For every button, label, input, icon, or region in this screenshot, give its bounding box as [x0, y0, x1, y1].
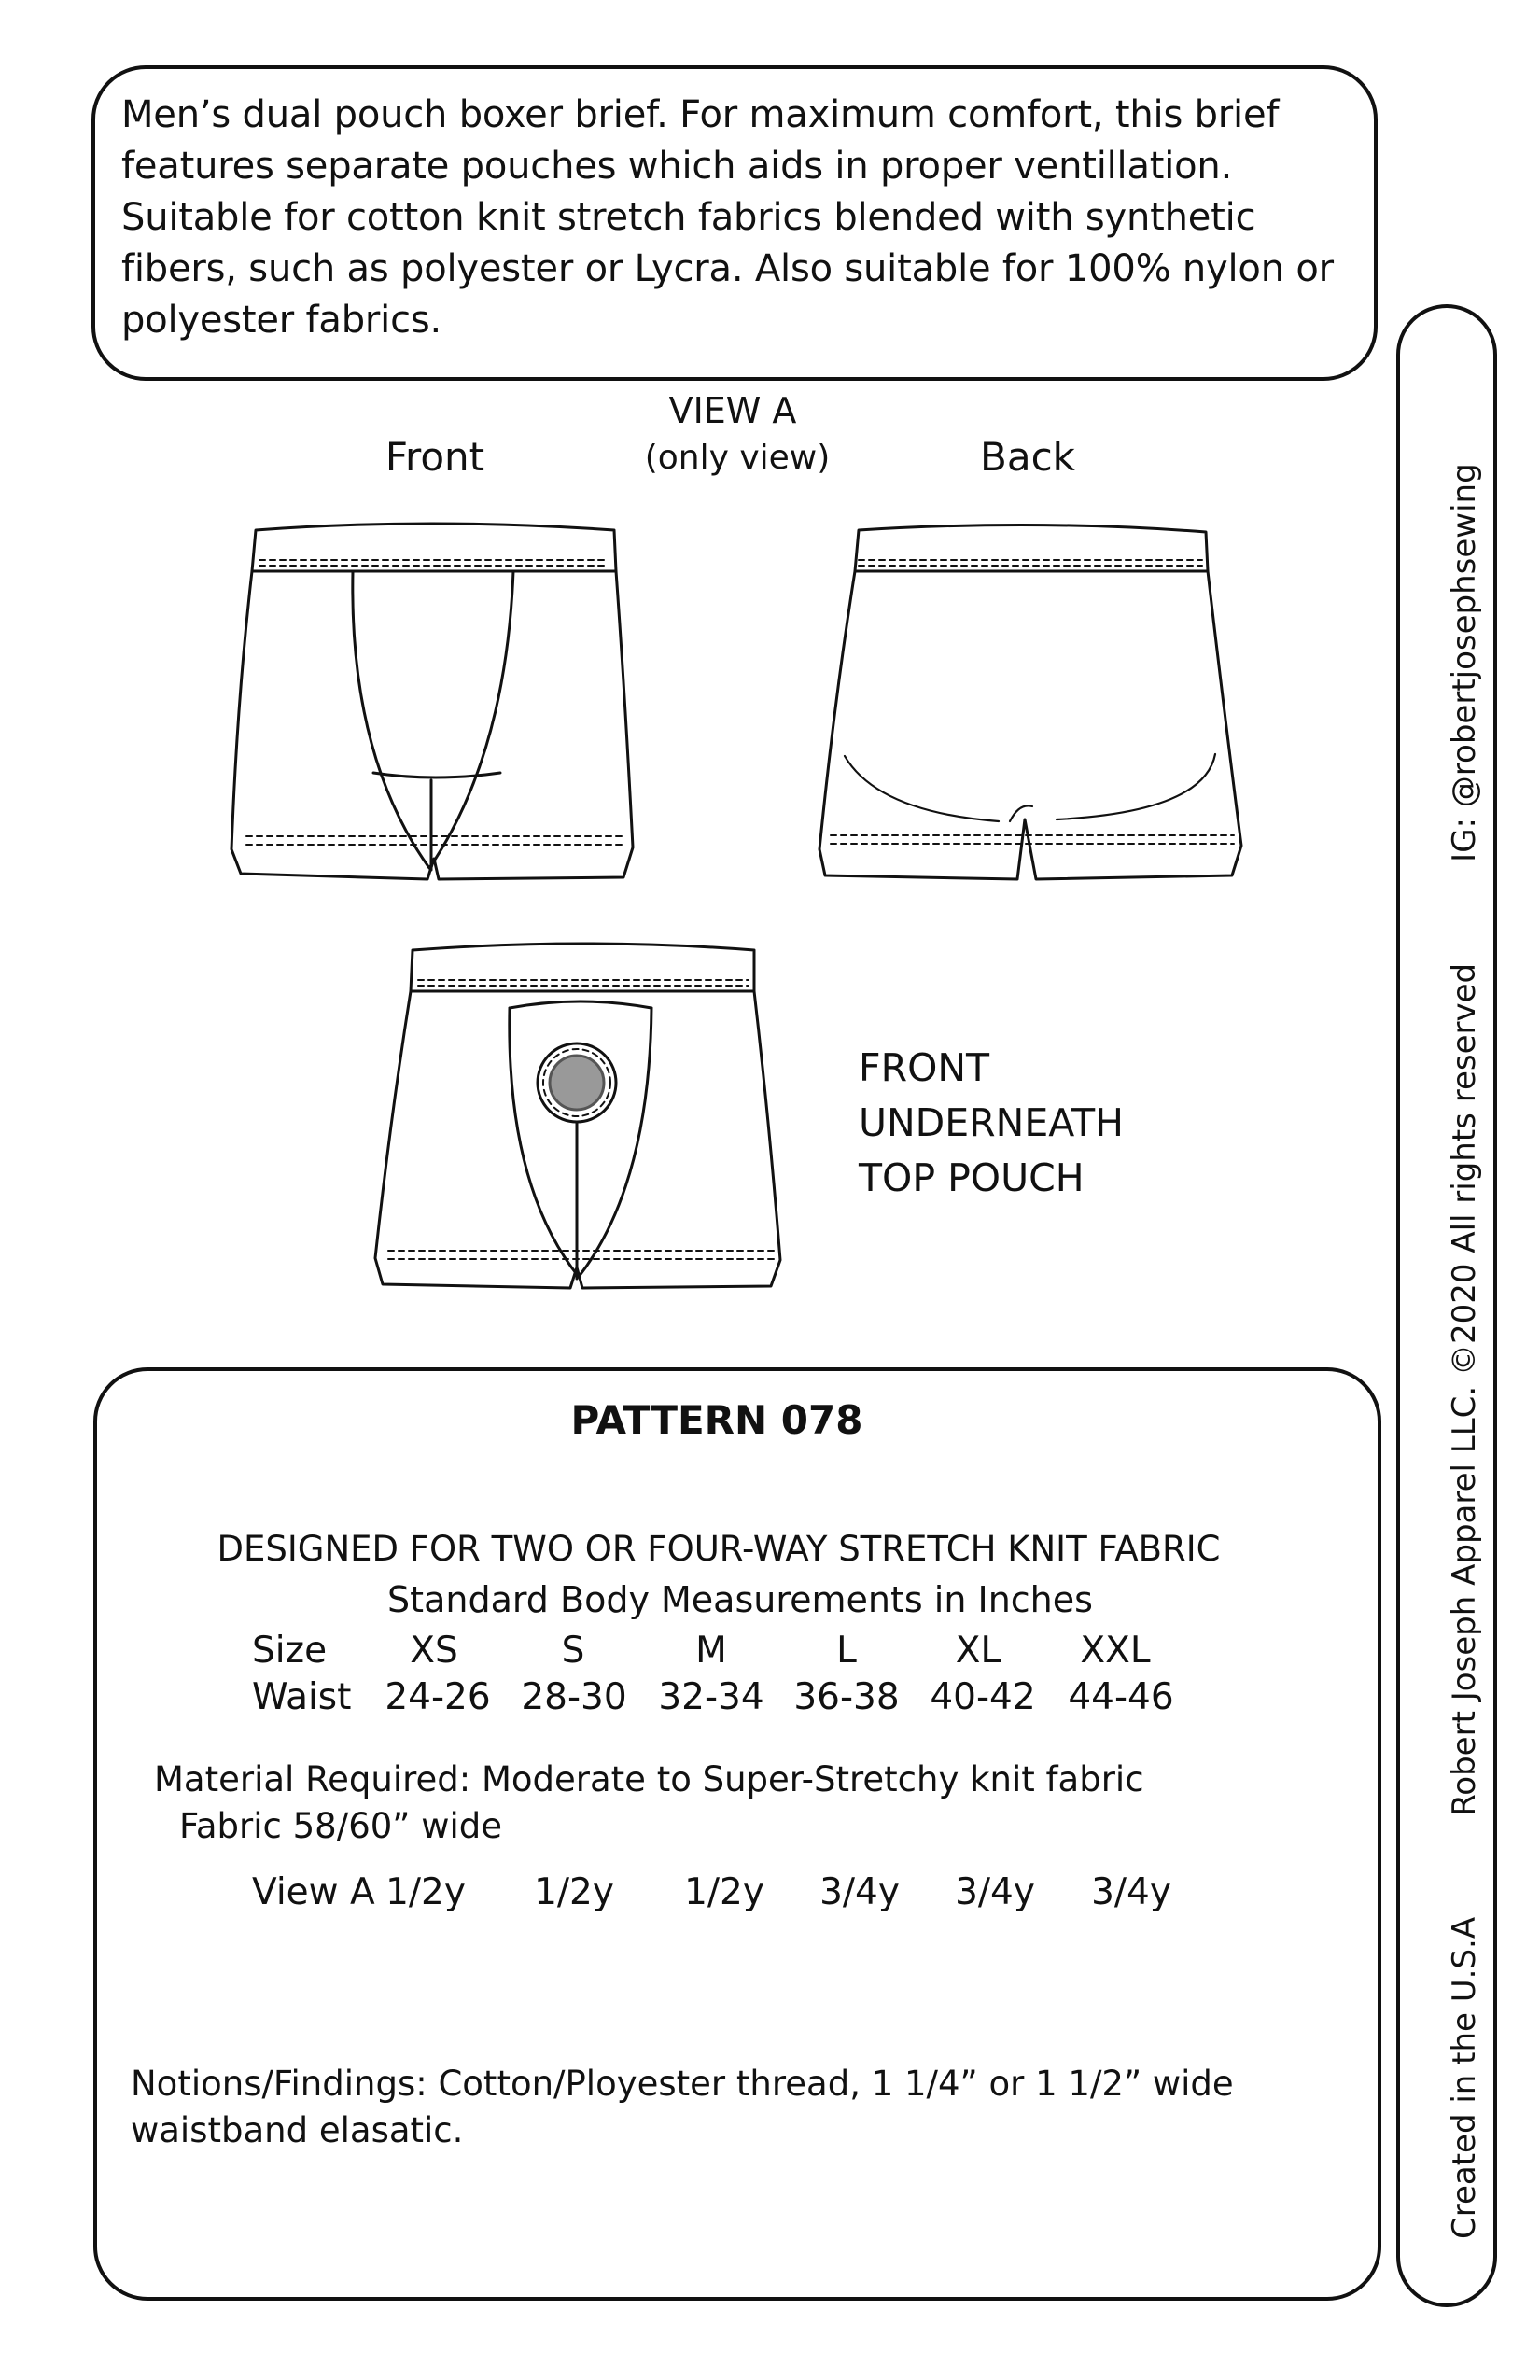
waist-label: Waist	[252, 1676, 352, 1718]
yardage-cell: 1/2y	[684, 1871, 764, 1913]
waist-cell: 40-42	[930, 1676, 1036, 1718]
underneath-label-2: UNDERNEATH	[859, 1100, 1124, 1145]
yardage-label: View A	[252, 1871, 375, 1913]
view-title: VIEW A	[668, 390, 797, 431]
size-cell: S	[561, 1630, 585, 1672]
notions-line-2: waistband elasatic.	[131, 2110, 464, 2150]
back-outline	[819, 525, 1241, 879]
yardage-cell: 3/4y	[955, 1871, 1035, 1913]
waist-cell: 44-46	[1068, 1676, 1174, 1718]
waist-cell: 24-26	[385, 1676, 491, 1718]
description-text: Men’s dual pouch boxer brief. For maximum comfort, this brief features separate pouches which aids in proper ventillation. Suitable for cotton knit stretch fabrics blended with synthetic fibers, such as polyester or Lycra. Also suitable for 100% nylon or polyester fabrics.	[121, 93, 1334, 342]
front-view-drawing	[224, 523, 635, 887]
waist-cell: 36-38	[793, 1676, 900, 1718]
waist-cell: 32-34	[658, 1676, 764, 1718]
back-label: Back	[980, 434, 1075, 480]
yardage-cell: 1/2y	[534, 1871, 614, 1913]
underneath-label-1: FRONT	[859, 1045, 990, 1090]
view-subtitle: (only view)	[644, 439, 831, 477]
material-required: Material Required: Moderate to Super-Stretchy knit fabric	[154, 1759, 1144, 1799]
size-cell: XL	[955, 1630, 1001, 1672]
waist-cell: 28-30	[521, 1676, 627, 1718]
notions-line-1: Notions/Findings: Cotton/Ployester thread, 1 1/4” or 1 1/2” wide	[131, 2064, 1234, 2104]
size-label: Size	[252, 1630, 328, 1672]
back-view-drawing	[812, 523, 1251, 887]
size-cell: XXL	[1080, 1630, 1151, 1672]
front-label: Front	[385, 434, 485, 480]
pouch-opening-icon	[550, 1056, 604, 1110]
sidebar-text: Created in the U.S.A Robert Joseph Apparel LLC. ©2020 All rights reserved IG: @robertjosephsewing	[1446, 463, 1483, 2239]
measurements-heading: Standard Body Measurements in Inches	[387, 1579, 1093, 1620]
size-cell: L	[836, 1630, 857, 1672]
size-cell: M	[695, 1630, 727, 1672]
size-cell: XS	[410, 1630, 458, 1672]
yardage-cell: 3/4y	[819, 1871, 900, 1913]
underneath-label-3: TOP POUCH	[859, 1155, 1085, 1200]
underneath-view-drawing	[370, 943, 790, 1307]
pattern-title: PATTERN 078	[570, 1397, 863, 1443]
fabric-width: Fabric 58/60” wide	[179, 1806, 502, 1846]
designed-for: DESIGNED FOR TWO OR FOUR-WAY STRETCH KNIT FABRIC	[217, 1529, 1221, 1569]
yardage-cell: 1/2y	[385, 1871, 466, 1913]
front-pouch	[353, 571, 513, 868]
yardage-cell: 3/4y	[1091, 1871, 1171, 1913]
